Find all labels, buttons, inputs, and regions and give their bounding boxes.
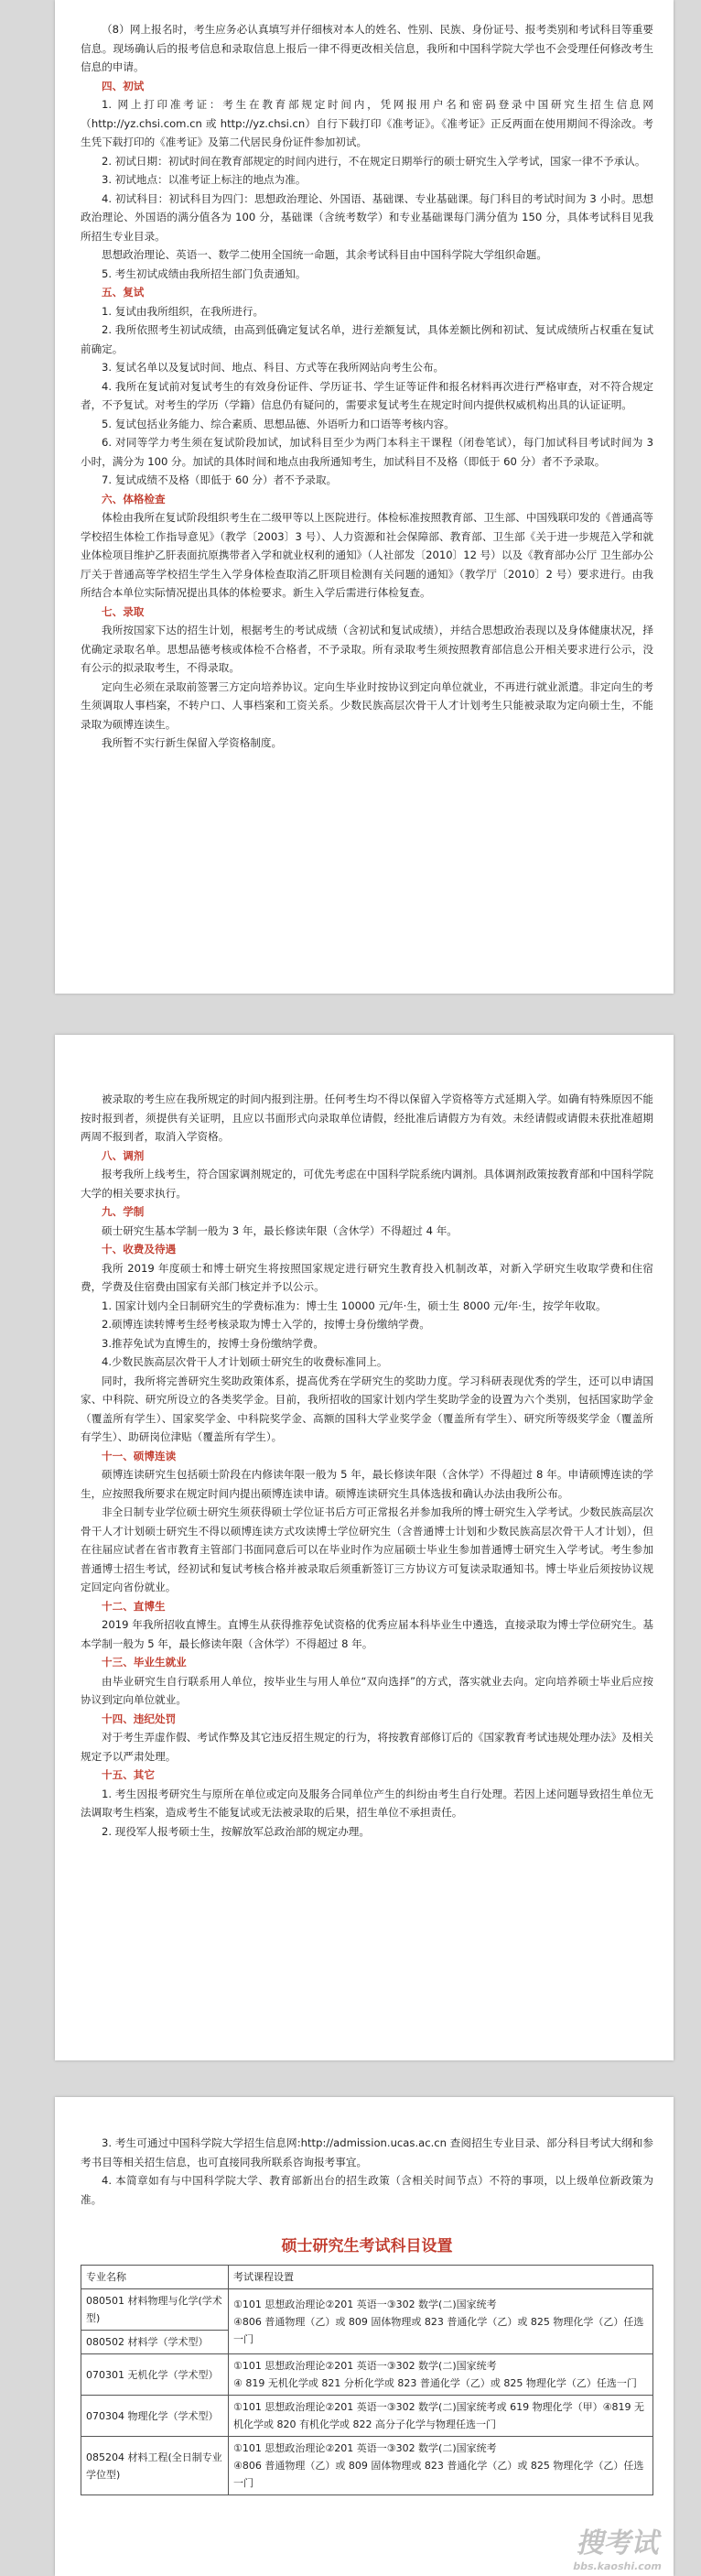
- major-cell: 080501 材料物理与化学(学术型): [81, 2289, 229, 2331]
- paragraph: 5. 考生初试成绩由我所招生部门负责通知。: [102, 266, 307, 280]
- courses-cell: ①101 思想政治理论②201 英语一③302 数学(二)国家统考 ④806 普通物理（乙）或 809 固体物理或 823 普通化学（乙）或 825 物理化学（乙）任选一门: [229, 2437, 653, 2495]
- section-heading: 十二、直博生: [102, 1599, 166, 1613]
- paragraph: 1. 国家计划内全日制研究生的学费标准为：博士生 10000 元/年·生，硕士生 8000 元/年·生，按学年收取。: [102, 1299, 607, 1312]
- page3-text: [81, 2134, 653, 2209]
- section-heading: 十一、硕博连读: [102, 1449, 177, 1462]
- paragraph: 报考我所上线考生，符合国家调剂规定的，可优先考虑在中国科学院系统内调剂。具体调剂政策按教育部和中国科学院大学的相关要求执行。: [81, 1168, 653, 1200]
- section-heading: 八、调剂: [102, 1148, 145, 1162]
- courses-cell: ①101 思想政治理论②201 英语一③302 数学(二)国家统考 ④806 普通物理（乙）或 809 固体物理或 823 普通化学（乙）或 825 物理化学（乙）任选一门: [229, 2289, 653, 2354]
- paragraph: 3. 考生可通过中国科学院大学招生信息网:http://admission.ucas.ac.cn 查阅招生专业目录、部分科目考试大纲和参考书目等相关招生信息，也可直接同我所联系咨询报考事宜。: [81, 2136, 653, 2168]
- paragraph: 4.少数民族高层次骨干人才计划硕士研究生的收费标准同上。: [102, 1355, 388, 1368]
- section-heading: 六、体格检查: [102, 492, 166, 505]
- subjects-table: [81, 2265, 653, 2495]
- paragraph: 3.推荐免试为直博生的，按博士身份缴纳学费。: [102, 1336, 324, 1350]
- paragraph: 非全日制专业学位硕士研究生须获得硕士学位证书后方可正常报名并参加我所的博士研究生入学考试。少数民族高层次骨干人才计划硕士研究生不得以硕博连读方式攻读博士学位研究生（含普通博士计划和少数民族高层次骨干人才计划），但在往届应试者在省市教育主管部门书面同意后可以在毕业时作为应届硕士毕业生参加普通博士研究生入学考试。考生参加普通博士招生考试，经初试和复试考核合格并被录取后须重新签订三方协议方可复读录取通知书。博士毕业后须按协议规定回定向省份就业。: [81, 1505, 653, 1593]
- paragraph: 体检由我所在复试阶段组织考生在二级甲等以上医院进行。体检标准按照教育部、卫生部、中国残联印发的《普通高等学校招生体检工作指导意见》（教学〔2003〕3 号）、人力资源和社会保障部、教育部、卫生部《关于进一步规范入学和就业体检项目维护乙肝表面抗原携带者入学和就业权利的通知》（人社部发〔2010〕12 号）以及《教育部办公厅 卫生部办公厅关于普通高等学校招生学生入学身体检查取消乙肝项目检测有关问题的通知》（教学厅〔2010〕2 号）要求进行。由我所结合本单位实际情况提出具体的体检要求。新生入学后需进行体检复查。: [81, 511, 653, 599]
- major-cell: 080502 材料学（学术型）: [81, 2331, 229, 2354]
- table-header-major: 专业名称: [81, 2266, 229, 2289]
- section-heading: 九、学制: [102, 1205, 145, 1218]
- paragraph: 6. 对同等学力考生须在复试阶段加试，加试科目至少为两门本科主干课程（闭卷笔试），每门加试科目考试时间为 3 小时，满分为 100 分。加试的具体时间和地点由我所通知考生，加试科目不及格（即低于 60 分）者不予录取。: [81, 436, 653, 468]
- paragraph: 1. 网上打印准考证：考生在教育部规定时间内，凭网报用户名和密码登录中国研究生招生信息网（http://yz.chsi.com.cn 或 http://yz.chsi.cn）自行下载打印《准考证》。《准考证》正反两面在使用期间不得涂改。考生凭下载打印的《准考证》及第二代居民身份证件参加初试。: [81, 98, 653, 148]
- table-title: 硕士研究生考试科目设置: [281, 2237, 453, 2255]
- paragraph: 2.硕博连读转博考生经考核录取为博士入学的，按博士身份缴纳学费。: [102, 1318, 430, 1331]
- courses-cell: ①101 思想政治理论②201 英语一③302 数学(二)国家统考或 619 物理化学（甲）④819 无机化学或 820 有机化学或 822 高分子化学与物理任选一门: [229, 2396, 653, 2437]
- courses-cell: ①101 思想政治理论②201 英语一③302 数学(二)国家统考 ④ 819 无机化学或 821 分析化学或 823 普通化学（乙）或 825 物理化学（乙）任选一门: [229, 2354, 653, 2396]
- section-heading: 五、复试: [102, 286, 145, 299]
- document-page-1: [55, 0, 674, 994]
- paragraph: 我所按国家下达的招生计划，根据考生的考试成绩（含初试和复试成绩），并结合思想政治表现以及身体健康状况，择优确定录取名单。思想品德考核或体检不合格者，不予录取。所有录取考生须按照教育部信息公开相关要求进行公示，没有公示的拟录取考生，不得录取。: [81, 624, 653, 674]
- paragraph: 我所暂不实行新生保留入学资格制度。: [102, 736, 283, 749]
- paragraph: 同时，我所将完善研究生奖助政策体系，提高优秀在学研究生的奖助力度。学习科研表现优秀的学生，还可以申请国家、中科院、研究所设立的各类奖学金。目前，我所招收的国家计划内学生奖助学金的设置为六个类别，包括国家助学金（覆盖所有学生）、国家奖学金、中科院奖学金、高额的国科大学业奖学金（覆盖所有学生）、研究所等级奖学金（覆盖所有学生）、助研岗位津贴（覆盖所有学生）。: [81, 1374, 653, 1443]
- major-cell: 085204 材料工程(全日制专业学位型): [81, 2437, 229, 2495]
- paragraph: 由毕业研究生自行联系用人单位，按毕业生与用人单位“双向选择”的方式，落实就业去向。定向培养硕士毕业后应按协议到定向单位就业。: [81, 1674, 653, 1706]
- paragraph: 我所 2019 年度硕士和博士研究生将按照国家规定进行研究生教育投入机制改革，对新入学研究生收取学费和住宿费，学费及住宿费由国家有关部门核定并予以公示。: [81, 1261, 653, 1293]
- section-heading: 十、收费及待遇: [102, 1243, 177, 1255]
- major-cell: 070301 无机化学（学术型）: [81, 2354, 229, 2396]
- paragraph: 硕士研究生基本学制一般为 3 年，最长修读年限（含休学）不得超过 4 年。: [102, 1223, 458, 1237]
- paragraph: 2. 现役军人报考硕士生，按解放军总政治部的规定办理。: [102, 1824, 370, 1838]
- paragraph: 被录取的考生应在我所规定的时间内报到注册。任何考生均不得以保留入学资格等方式延期入学。如确有特殊原因不能按时报到者，须提供有关证明，且应以书面形式向录取单位请假，经批准后请假方为有效。未经请假或请假未获批准超期两周不报到者，取消入学资格。: [81, 1092, 653, 1143]
- watermark-logo: 搜考试 bbs.kaoshi.com: [572, 2527, 664, 2572]
- paragraph: （8）网上报名时，考生应务必认真填写并仔细核对本人的姓名、性别、民族、身份证号、报考类别和考试科目等重要信息。现场确认后的报考信息和录取信息上报后一律不得更改相关信息，我所和中国科学院大学也不会受理任何修改考生信息的申请。: [81, 23, 653, 73]
- paragraph: 对于考生弄虚作假、考试作弊及其它违反招生规定的行为，将按教育部修订后的《国家教育考试违规处理办法》及相关规定予以严肃处理。: [81, 1731, 653, 1763]
- paragraph: 5. 复试包括业务能力、综合素质、思想品德、外语听力和口语等考核内容。: [102, 417, 455, 430]
- paragraph: 4. 本简章如有与中国科学院大学、教育部新出台的招生政策（含相关时间节点）不符的事项，以上级单位新政策为准。: [81, 2174, 653, 2206]
- table-row: [81, 2396, 653, 2437]
- paragraph: 1. 复试由我所组织，在我所进行。: [102, 304, 264, 318]
- table-row: [81, 2354, 653, 2396]
- table-header-courses: 考试课程设置: [229, 2266, 653, 2289]
- paragraph: 4. 我所在复试前对复试考生的有效身份证件、学历证书、学生证等证件和报名材料再次进行严格审查，对不符合规定者，不予复试。对考生的学历（学籍）信息仍有疑问的，需要求复试考生在规定时间内提供权威机构出具的认证证明。: [81, 379, 653, 411]
- paragraph: 硕博连读研究生包括硕士阶段在内修读年限一般为 5 年，最长修读年限（含休学）不得超过 8 年。申请硕博连读的学生，应按照我所要求在规定时间内提出硕博连读申请。硕博连读研究生具体选拔和确认办法由我所公布。: [81, 1468, 653, 1500]
- paragraph: 2. 我所依照考生初试成绩，由高到低确定复试名单，进行差额复试，具体差额比例和初试、复试成绩所占权重在复试前确定。: [81, 323, 653, 355]
- paragraph: 4. 初试科目：初试科目为四门：思想政治理论、外国语、基础课、专业基础课。每门科目的考试时间为 3 小时。思想政治理论、外国语的满分值各为 100 分，基础课（含统考数学）和专业基础课每门满分值为 150 分，具体考试科目见我所招生专业目录。: [81, 191, 653, 243]
- paragraph: 2019 年我所招收直博生。直博生从获得推荐免试资格的优秀应届本科毕业生中遴选，直接录取为博士学位研究生。基本学制一般为 5 年，最长修读年限（含休学）不得超过 8 年。: [81, 1618, 653, 1650]
- paragraph: 3. 初试地点：以准考证上标注的地点为准。: [102, 173, 307, 186]
- document-page-2: [55, 1035, 674, 2060]
- paragraph: 7. 复试成绩不及格（即低于 60 分）者不予录取。: [102, 473, 338, 486]
- section-heading: 十三、毕业生就业: [102, 1656, 187, 1668]
- section-heading: 七、录取: [102, 604, 145, 618]
- paragraph: 2. 初试日期：初试时间在教育部规定的时间内进行，不在规定日期举行的硕士研究生入学考试，国家一律不予承认。: [102, 154, 646, 168]
- section-heading: 四、初试: [102, 79, 145, 92]
- paragraph: 定向生必须在录取前签署三方定向培养协议。定向生毕业时按协议到定向单位就业，不再进行就业派遣。非定向生的考生须调取人事档案，不转户口、人事档案和工资关系。少数民族高层次骨干人才计划考生只能被录取为定向硕士生，不能录取为硕博连读生。: [81, 679, 653, 731]
- paragraph: 1. 考生因报考研究生与原所在单位或定向及服务合同单位产生的纠纷由考生自行处理。若因上述问题导致招生单位无法调取考生档案，造成考生不能复试或无法被录取的后果，招生单位不承担责任。: [81, 1787, 653, 1819]
- table-body: [81, 2289, 653, 2495]
- section-heading: 十四、违纪处罚: [102, 1712, 177, 1725]
- paragraph: 思想政治理论、英语一、数学二使用全国统一命题，其余考试科目由中国科学院大学组织命题。: [102, 248, 547, 261]
- section-heading: 十五、其它: [102, 1768, 155, 1781]
- table-row: [81, 2437, 653, 2495]
- table-row: [81, 2289, 653, 2331]
- document-page-3: [55, 2097, 674, 2576]
- major-cell: 070304 物理化学（学术型）: [81, 2396, 229, 2437]
- paragraph: 3. 复试名单以及复试时间、地点、科目、方式等在我所网站向考生公布。: [102, 361, 445, 374]
